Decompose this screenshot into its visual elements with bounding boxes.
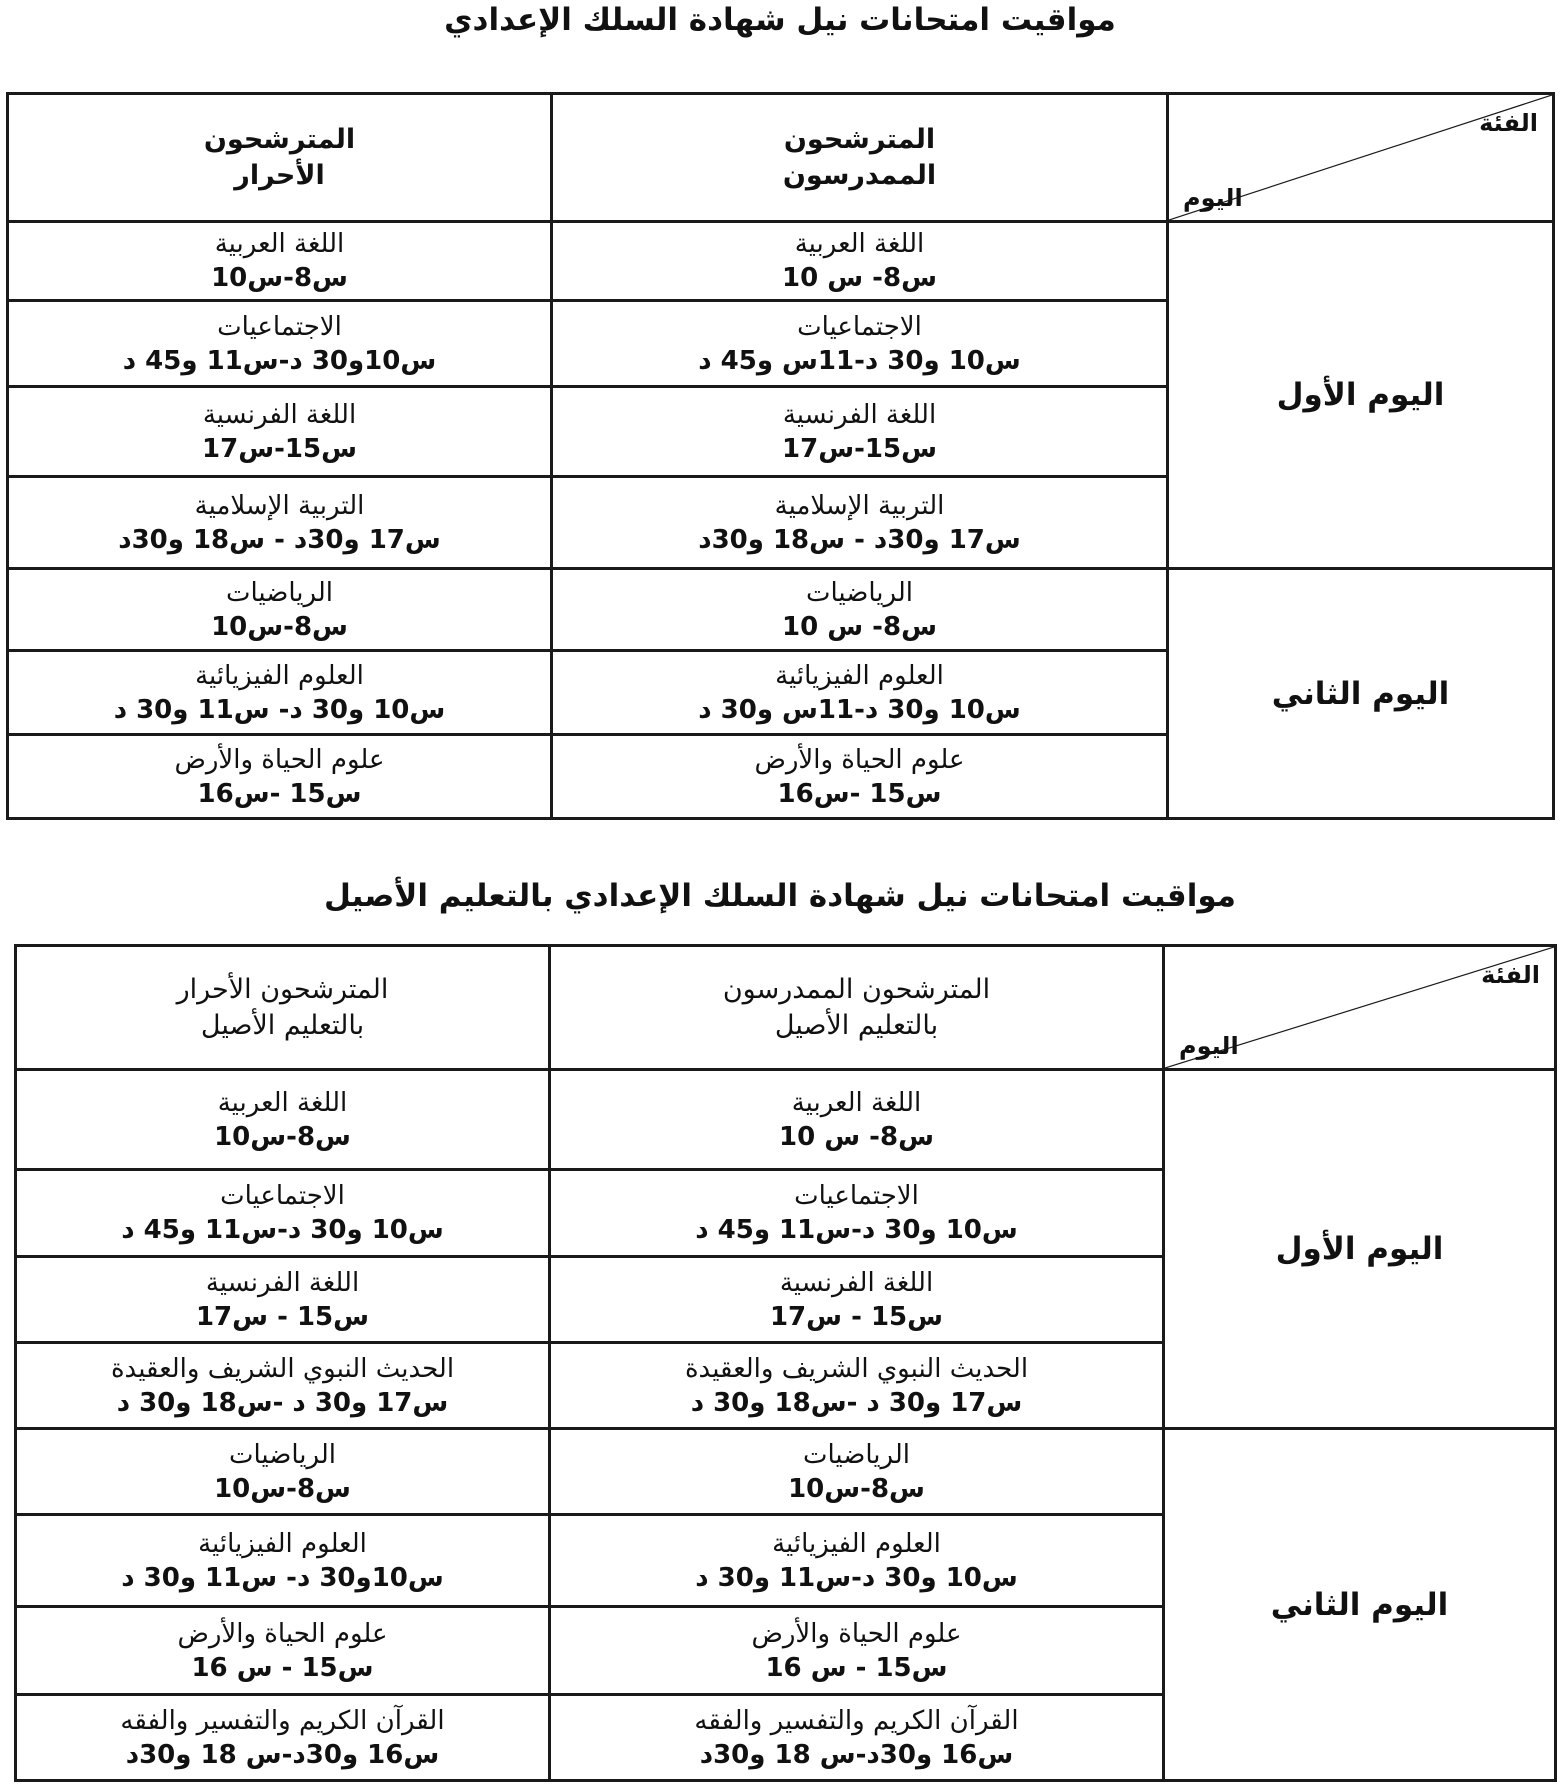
free-cell (16, 1429, 550, 1515)
subject: الاجتماعيات (794, 1181, 919, 1211)
time: س10 و30 د-س11 و45 د (121, 1215, 444, 1245)
subject: اللغة العربية (794, 229, 925, 259)
subject: الحديث النبوي الشريف والعقيدة (684, 1353, 1029, 1384)
free-cell (8, 222, 552, 301)
time: س8-س10 (211, 263, 348, 293)
table-row (16, 1070, 1556, 1170)
schedule-table-2 (14, 944, 1557, 1782)
subject: علوم الحياة والأرض (754, 744, 965, 775)
time: س17 و30د - س18 و30د (118, 524, 441, 555)
day-two-cell: اليوم الثاني (1164, 1429, 1556, 1781)
day-label: اليوم (1183, 184, 1243, 212)
time: س10 و30 د-11س و45 د (698, 345, 1021, 376)
schooled-cell (552, 301, 1168, 387)
subject: الاجتماعيات (220, 1181, 345, 1211)
table-row (8, 222, 1554, 301)
table1-title: مواقيت امتحانات نيل شهادة السلك الإعدادي (444, 2, 1116, 38)
subject: الرياضيات (806, 577, 913, 608)
time: س8-س10 (788, 1473, 925, 1504)
free-cell (8, 569, 552, 651)
subject: اللغة العربية (214, 229, 345, 259)
schedule-table-1 (6, 92, 1555, 820)
schooled-cell (550, 1607, 1164, 1695)
time: س10 و30 د-س11 و30 د (695, 1562, 1018, 1593)
schooled-cell (550, 1343, 1164, 1429)
subject: الرياضيات (229, 1439, 336, 1470)
column-header-schooled: المترشحون الممدرسون بالتعليم الأصيل (550, 946, 1164, 1070)
subject: اللغة العربية (791, 1087, 922, 1118)
free-cell (8, 387, 552, 477)
time: س15 -س16 (777, 778, 942, 809)
day-one-cell: اليوم الأول (1168, 222, 1554, 569)
header-row (16, 946, 1556, 1070)
free-cell (8, 735, 552, 819)
free-cell (16, 1343, 550, 1429)
free-cell (16, 1257, 550, 1343)
free-cell (16, 1170, 550, 1257)
subject: علوم الحياة والأرض (751, 1618, 962, 1649)
day-one-cell: اليوم الأول (1164, 1070, 1556, 1429)
subject: الاجتماعيات (217, 311, 342, 342)
time: س16 و30د-س 18 و30د (699, 1739, 1014, 1770)
free-cell (8, 301, 552, 387)
day-two-cell: اليوم الثاني (1168, 569, 1554, 819)
time: س10و30 د-س11 و45 د (122, 345, 437, 376)
time: س8-س10 (211, 611, 348, 642)
table2-title: مواقيت امتحانات نيل شهادة السلك الإعدادي بالتعليم الأصيل (324, 878, 1236, 914)
time: س10 و30 د-س11 و45 د (695, 1215, 1018, 1245)
subject: اللغة الفرنسية (782, 399, 937, 430)
time: س15-س17 (202, 433, 357, 464)
schooled-cell (552, 651, 1168, 735)
subject: علوم الحياة والأرض (174, 744, 385, 775)
category-label: الفئة (1479, 109, 1538, 137)
subject: العلوم الفيزيائية (772, 1528, 941, 1559)
table-row (16, 1429, 1556, 1515)
time: س8- س 10 (782, 263, 937, 293)
column-header-free: المترشحون الأحرار بالتعليم الأصيل (16, 946, 550, 1070)
time: س8- س 10 (782, 611, 937, 642)
free-cell (16, 1695, 550, 1781)
free-cell (8, 477, 552, 569)
free-cell (16, 1515, 550, 1607)
day-label: اليوم (1179, 1032, 1239, 1060)
schooled-cell (550, 1429, 1164, 1515)
free-cell (8, 651, 552, 735)
column-header-schooled: المترشحون الممدرسون (552, 94, 1168, 222)
time: س17 و30د - س18 و30د (698, 524, 1021, 555)
time: س17 و30 د -س18 و30 د (690, 1387, 1023, 1418)
schooled-cell (550, 1515, 1164, 1607)
corner-cell (1164, 946, 1556, 1070)
subject: الاجتماعيات (797, 311, 922, 342)
subject: القرآن الكريم والتفسير والفقه (120, 1705, 445, 1736)
time: س8- س 10 (779, 1121, 934, 1152)
table-row (8, 569, 1554, 651)
schooled-cell (552, 569, 1168, 651)
time: س15 - س 16 (765, 1652, 948, 1683)
time: س15 -س16 (197, 778, 362, 809)
subject: العلوم الفيزيائية (195, 660, 364, 691)
subject: اللغة الفرنسية (202, 399, 357, 430)
header-row (8, 94, 1554, 222)
time: س15-س17 (782, 433, 937, 464)
corner-cell (1168, 94, 1554, 222)
time: س10 و30 د- س11 و30 د (113, 694, 446, 725)
subject: التربية الإسلامية (194, 490, 365, 521)
subject: العلوم الفيزيائية (775, 660, 944, 691)
schooled-cell (552, 735, 1168, 819)
column-header-free: المترشحون الأحرار (8, 94, 552, 222)
subject: العلوم الفيزيائية (198, 1528, 367, 1559)
subject: اللغة العربية (217, 1087, 348, 1118)
category-label: الفئة (1481, 961, 1540, 989)
time: س8-س10 (214, 1121, 351, 1152)
time: س10 و30 د-11س و30 د (698, 694, 1021, 725)
free-cell (16, 1070, 550, 1170)
subject: اللغة الفرنسية (779, 1267, 934, 1298)
time: س10و30 د- س11 و30 د (121, 1562, 444, 1593)
subject: الرياضيات (226, 577, 333, 608)
subject: علوم الحياة والأرض (177, 1618, 388, 1649)
time: س16 و30د-س 18 و30د (125, 1739, 440, 1770)
subject: القرآن الكريم والتفسير والفقه (694, 1705, 1019, 1736)
subject: الحديث النبوي الشريف والعقيدة (110, 1353, 455, 1384)
subject: الرياضيات (803, 1439, 910, 1470)
schooled-cell (550, 1070, 1164, 1170)
schooled-cell (550, 1257, 1164, 1343)
schooled-cell (550, 1170, 1164, 1257)
schooled-cell (552, 222, 1168, 301)
time: س15 - س17 (769, 1301, 944, 1332)
time: س15 - س17 (195, 1301, 370, 1332)
time: س8-س10 (214, 1473, 351, 1504)
time: س15 - س 16 (191, 1652, 374, 1683)
time: س17 و30 د -س18 و30 د (116, 1387, 449, 1418)
schooled-cell (550, 1695, 1164, 1781)
subject: اللغة الفرنسية (205, 1267, 360, 1298)
schooled-cell (552, 387, 1168, 477)
subject: التربية الإسلامية (774, 490, 945, 521)
free-cell (16, 1607, 550, 1695)
schooled-cell (552, 477, 1168, 569)
